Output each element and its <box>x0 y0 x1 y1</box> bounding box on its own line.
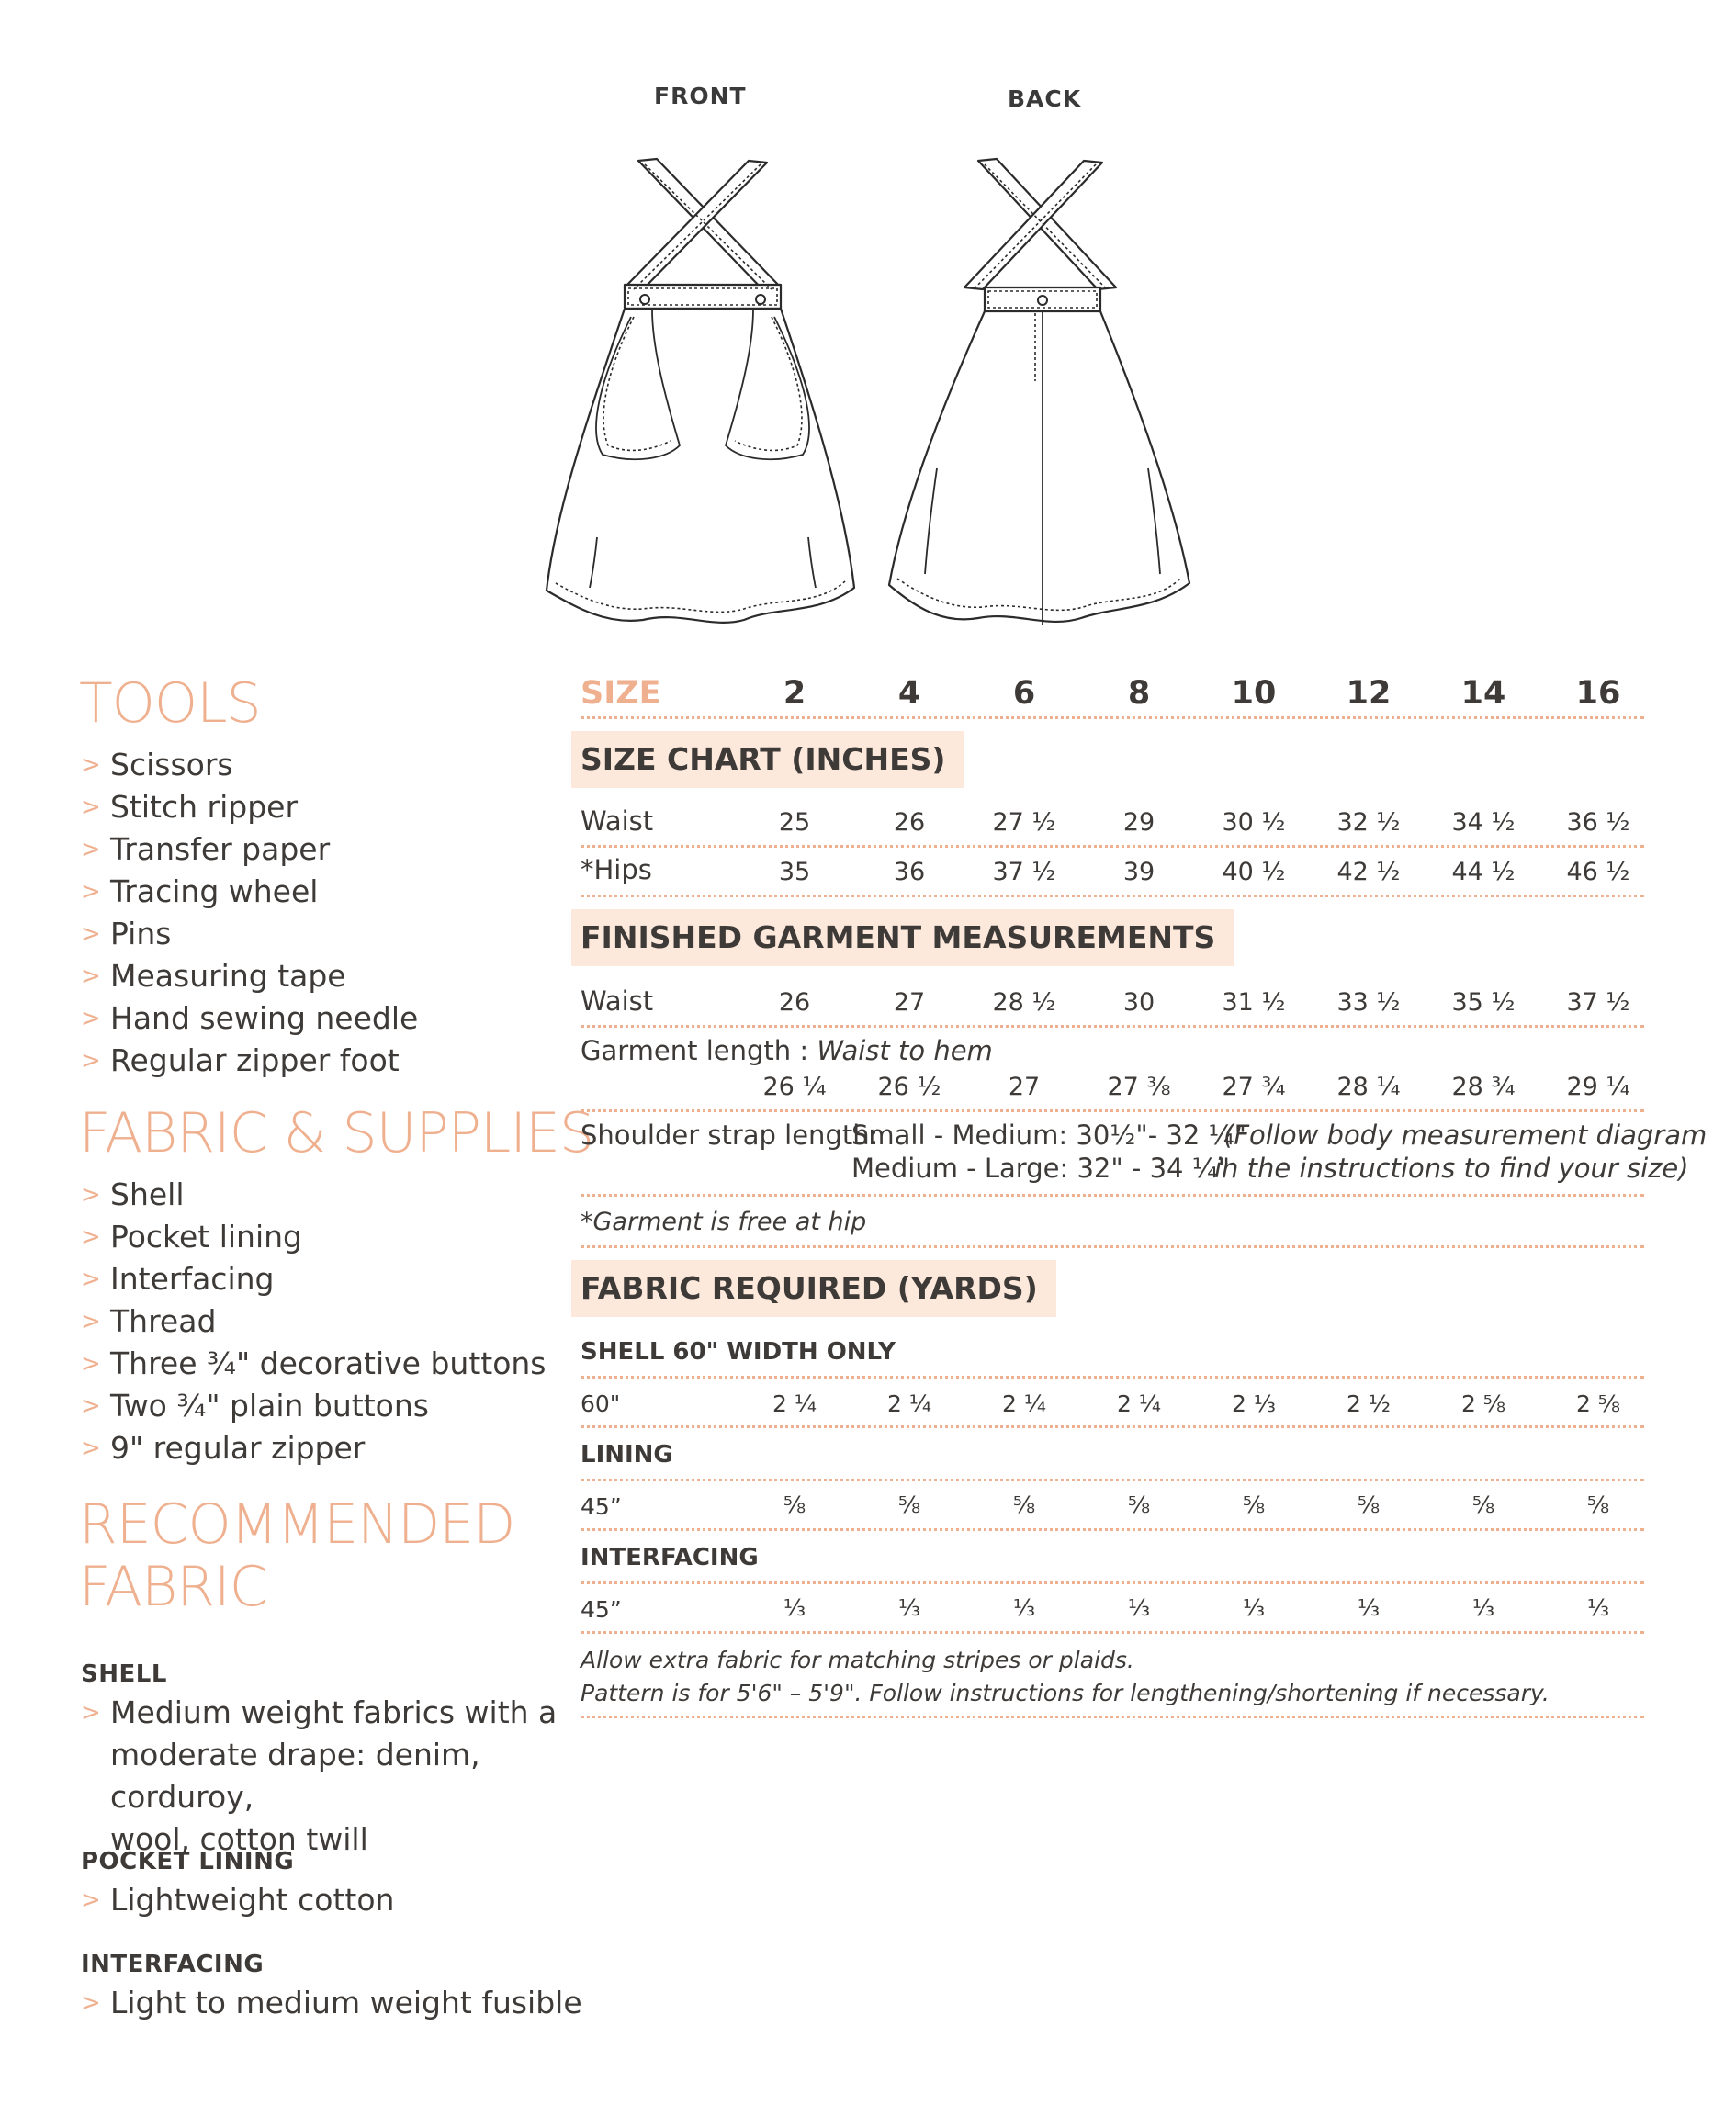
chevron-right-icon: > <box>81 836 101 863</box>
lining-heading: LINING <box>581 1441 673 1469</box>
size-chart-heading: SIZE CHART (INCHES) <box>571 731 964 788</box>
recommended-heading <box>79 1493 514 1618</box>
lining-width-label: 45” <box>581 1493 622 1520</box>
chevron-right-icon: > <box>81 1699 101 1727</box>
divider <box>581 1631 1644 1634</box>
strap-note-line2: in the instructions to find your size) <box>1214 1153 1689 1184</box>
list-item: > Regular zipper foot <box>81 1040 418 1082</box>
footnote-stripes: Allow extra fabric for matching stripes or plaids. <box>581 1647 1134 1673</box>
table-cell: ⅝ <box>897 1491 921 1518</box>
chevron-right-icon: > <box>81 1886 101 1914</box>
list-item: > Shell <box>81 1174 547 1216</box>
size-header-label: SIZE <box>581 675 661 712</box>
divider <box>581 1109 1644 1112</box>
table-cell: 26 ½ <box>877 1073 941 1101</box>
pocket-recommendation <box>81 1879 394 1921</box>
table-cell: ⅝ <box>1242 1491 1266 1518</box>
table-cell: ⅝ <box>1127 1491 1151 1518</box>
tools-list <box>81 744 418 1082</box>
list-item: > Three ¾" decorative buttons <box>81 1343 547 1385</box>
table-cell: 36 <box>893 858 926 886</box>
table-cell: 36 ½ <box>1566 808 1630 837</box>
chevron-right-icon: > <box>81 1266 101 1293</box>
table-cell: 46 ½ <box>1566 858 1630 886</box>
table-cell: 33 ½ <box>1336 988 1401 1017</box>
table-cell: 2 ⅝ <box>1460 1390 1506 1417</box>
table-cell: 27 ½ <box>992 808 1056 837</box>
chevron-right-icon: > <box>81 1047 101 1075</box>
strap-small-medium: Small - Medium: 30½"- 32 ¼" <box>851 1120 1246 1151</box>
front-label: FRONT <box>654 83 747 109</box>
back-label: BACK <box>1008 85 1082 112</box>
divider <box>581 895 1644 897</box>
finished-garment-heading: FINISHED GARMENT MEASUREMENTS <box>571 909 1234 966</box>
list-item: > Tracing wheel <box>81 871 418 913</box>
divider <box>581 1245 1644 1248</box>
table-cell: 35 ½ <box>1451 988 1516 1017</box>
table-cell: 37 ½ <box>992 858 1056 886</box>
table-cell: 2 ½ <box>1346 1390 1392 1417</box>
size-header-cell: 12 <box>1346 675 1392 712</box>
table-cell: 30 ½ <box>1222 808 1286 837</box>
recommended-heading-line1: RECOMMENDED <box>79 1492 515 1557</box>
table-cell: 29 <box>1122 808 1155 837</box>
table-cell: ⅓ <box>1357 1594 1381 1621</box>
chevron-right-icon: > <box>81 1181 101 1209</box>
table-cell: 37 ½ <box>1566 988 1630 1017</box>
table-cell: 26 ¼ <box>762 1073 827 1101</box>
supplies-heading: FABRIC & SUPPLIES <box>79 1101 594 1165</box>
list-item: > Two ¾" plain buttons <box>81 1385 547 1427</box>
size-header-cell: 2 <box>783 675 806 712</box>
front-dress-illustration <box>542 152 863 638</box>
size-header-cell: 8 <box>1127 675 1151 712</box>
table-cell: ⅓ <box>783 1594 806 1621</box>
size-header-cell: 16 <box>1575 675 1621 712</box>
table-cell: 32 ½ <box>1336 808 1401 837</box>
chevron-right-icon: > <box>81 878 101 906</box>
chevron-right-icon: > <box>81 1392 101 1420</box>
table-cell: 28 ¼ <box>1336 1073 1401 1101</box>
table-cell: ⅓ <box>897 1594 921 1621</box>
interfacing-heading: INTERFACING <box>581 1544 759 1571</box>
list-item: > Measuring tape <box>81 955 418 997</box>
list-item: > Hand sewing needle <box>81 997 418 1040</box>
back-dress-illustration <box>886 152 1199 638</box>
table-cell: 27 <box>893 988 926 1017</box>
table-cell: 44 ½ <box>1451 858 1516 886</box>
list-item: > Interfacing <box>81 1258 547 1300</box>
divider <box>581 1528 1644 1531</box>
chevron-right-icon: > <box>81 920 101 948</box>
list-item: > 9" regular zipper <box>81 1427 547 1469</box>
table-cell: 29 ¼ <box>1566 1073 1630 1101</box>
table-cell: 34 ½ <box>1451 808 1516 837</box>
interfacing-width-label: 45” <box>581 1596 622 1623</box>
table-cell: 25 <box>778 808 811 837</box>
footnote-height: Pattern is for 5'6" – 5'9". Follow instructions for lengthening/shortening if necessary. <box>581 1680 1550 1706</box>
table-cell: 2 ⅓ <box>1231 1390 1277 1417</box>
table-cell: 26 <box>893 808 926 837</box>
table-cell: ⅝ <box>783 1491 806 1518</box>
divider <box>581 1581 1644 1584</box>
table-cell: ⅓ <box>1471 1594 1495 1621</box>
size-header-cell: 10 <box>1231 675 1277 712</box>
table-cell: 2 ⅝ <box>1575 1390 1621 1417</box>
divider <box>581 845 1644 848</box>
finished-waist-label: Waist <box>581 985 654 1017</box>
strap-note-line1: (Follow body measurement diagram <box>1223 1120 1708 1151</box>
shell-width-label: 60" <box>581 1390 621 1417</box>
fabric-required-heading: FABRIC REQUIRED (YARDS) <box>571 1260 1056 1317</box>
strap-length-label: Shoulder strap length: <box>581 1120 879 1151</box>
table-cell: 30 <box>1122 988 1155 1017</box>
divider <box>581 1376 1644 1379</box>
recommended-heading-line2: FABRIC <box>79 1555 267 1619</box>
chevron-right-icon: > <box>81 1989 101 2017</box>
table-cell: 2 ¼ <box>772 1390 817 1417</box>
interfacing-recommendation <box>81 1982 582 2024</box>
shell-recommendation <box>81 1692 577 1861</box>
list-item: > Stitch ripper <box>81 786 418 828</box>
table-cell: ⅓ <box>1242 1594 1266 1621</box>
divider <box>581 716 1644 719</box>
table-cell: 2 ¼ <box>1001 1390 1047 1417</box>
table-cell: 28 ½ <box>992 988 1056 1017</box>
chevron-right-icon: > <box>81 794 101 821</box>
table-cell: 27 ⅜ <box>1107 1073 1171 1101</box>
hips-row-label: *Hips <box>581 854 652 885</box>
table-cell: ⅝ <box>1586 1491 1610 1518</box>
table-cell: 31 ½ <box>1222 988 1286 1017</box>
strap-medium-large: Medium - Large: 32" - 34 ¼" <box>851 1153 1231 1184</box>
table-cell: 2 ¼ <box>886 1390 932 1417</box>
table-cell: ⅝ <box>1471 1491 1495 1518</box>
table-cell: ⅝ <box>1357 1491 1381 1518</box>
chevron-right-icon: > <box>81 962 101 990</box>
table-cell: ⅝ <box>1012 1491 1036 1518</box>
waist-row-label: Waist <box>581 805 654 837</box>
shell-width-heading: SHELL 60" WIDTH ONLY <box>581 1338 896 1366</box>
shell-label: SHELL <box>81 1660 167 1688</box>
list-item: > Scissors <box>81 744 418 786</box>
divider <box>581 1194 1644 1197</box>
table-cell: ⅓ <box>1127 1594 1151 1621</box>
divider <box>581 1479 1644 1481</box>
tools-heading: TOOLS <box>79 671 261 736</box>
list-item: > Thread <box>81 1300 547 1343</box>
chevron-right-icon: > <box>81 1350 101 1378</box>
supplies-list <box>81 1174 547 1469</box>
chevron-right-icon: > <box>81 1005 101 1032</box>
chevron-right-icon: > <box>81 1223 101 1251</box>
size-header-cell: 14 <box>1460 675 1506 712</box>
table-cell: 2 ¼ <box>1116 1390 1162 1417</box>
table-cell: 40 ½ <box>1222 858 1286 886</box>
list-item: > Light to medium weight fusible <box>81 1982 582 2024</box>
table-cell: 27 <box>1008 1073 1041 1101</box>
list-item: > Pins <box>81 913 418 955</box>
pocket-lining-label: POCKET LINING <box>81 1848 295 1875</box>
table-cell: 39 <box>1122 858 1155 886</box>
table-cell: 27 ¾ <box>1222 1073 1286 1101</box>
table-cell: ⅓ <box>1012 1594 1036 1621</box>
table-cell: 26 <box>778 988 811 1017</box>
list-item: > Medium weight fabrics with a moderate drape: denim, corduroy, wool, cotton twill <box>81 1692 577 1861</box>
hip-note: *Garment is free at hip <box>581 1208 867 1236</box>
list-item: > Lightweight cotton <box>81 1879 394 1921</box>
list-item: > Transfer paper <box>81 828 418 871</box>
chevron-right-icon: > <box>81 1308 101 1335</box>
chevron-right-icon: > <box>81 751 101 779</box>
table-cell: 35 <box>778 858 811 886</box>
garment-length-label: Garment length : Waist to hem <box>581 1035 993 1066</box>
interfacing-label: INTERFACING <box>81 1951 265 1978</box>
table-cell: 42 ½ <box>1336 858 1401 886</box>
table-cell: ⅓ <box>1586 1594 1610 1621</box>
size-header-cell: 6 <box>1012 675 1036 712</box>
size-header-cell: 4 <box>897 675 921 712</box>
divider <box>581 1716 1644 1718</box>
table-cell: 28 ¾ <box>1451 1073 1516 1101</box>
divider <box>581 1025 1644 1028</box>
divider <box>581 1425 1644 1428</box>
chevron-right-icon: > <box>81 1435 101 1462</box>
list-item: > Pocket lining <box>81 1216 547 1258</box>
